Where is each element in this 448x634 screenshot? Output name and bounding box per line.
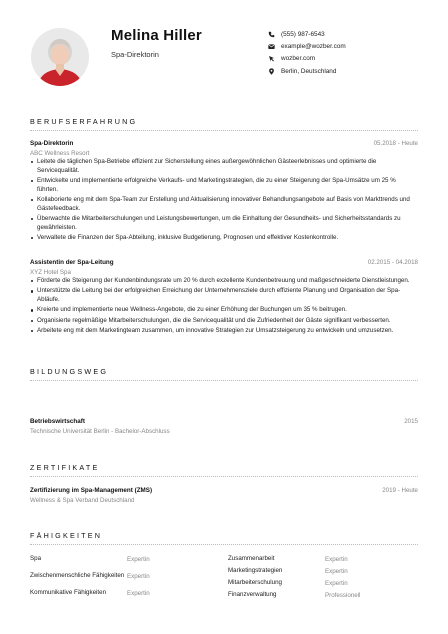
entry-date: 05.2018 - Heute	[373, 140, 418, 147]
list-item: Entwickelte und implementierte erfolgreiche Verkaufs- und Marketingstrategien, die zu einer Steigerung der Spa-Umsätze um 25 % führten.	[30, 177, 418, 194]
section-divider	[30, 544, 418, 545]
mail-icon	[268, 43, 275, 50]
education-entry	[30, 418, 418, 436]
bullet-list	[30, 277, 418, 336]
list-item: Förderte die Steigerung der Kundenbindungsrate um 20 % durch exzellente Kundenbetreuung und maßgeschneiderte Dienstleistungen.	[30, 277, 418, 286]
link-icon	[268, 55, 275, 62]
entry-detail: Wellness & Spa Verband Deutschland	[30, 497, 135, 504]
list-item: Arbeitete eng mit dem Marketingteam zusammen, um innovative Strategien zur Umsatzsteigerung zu entwickeln und umzusetzen.	[30, 327, 418, 336]
section-title-skills: FÄHIGKEITEN	[30, 531, 103, 540]
bullet-list	[30, 158, 418, 243]
skill-level: Expertin	[325, 579, 348, 587]
skill-row	[228, 553, 360, 565]
entry-company: XYZ Hotel Spa	[30, 269, 71, 276]
skill-row	[228, 565, 360, 577]
list-item: Organisierte regelmäßige Mitarbeiterschulungen, die die Servicequalität und die Zufriedenheit der Gäste signifikant verbesserten.	[30, 317, 418, 326]
list-item: Überwachte die Mitarbeiterschulungen und Leistungsbewertungen, um die Einhaltung der Gesundheits- und Sicherheitsstandards zu gewährleisten.	[30, 215, 418, 232]
skill-name: Finanzverwaltung	[228, 590, 277, 598]
section-divider	[30, 380, 418, 381]
phone-text: (555) 987-6543	[281, 30, 325, 38]
skill-name: Kommunikative Fähigkeiten	[30, 588, 107, 596]
entry-title: Zertifizierung im Spa-Management (ZMS)	[30, 487, 153, 494]
certificate-entry	[30, 487, 418, 505]
location-pin-icon	[268, 68, 275, 75]
list-item: Verwaltete die Finanzen der Spa-Abteilung, inklusive Budgetierung, Prognosen und effektiver Kostenkontrolle.	[30, 234, 418, 243]
skill-name: Mitarbeiterschulung	[228, 578, 282, 586]
list-item: Leitete die täglichen Spa-Betriebe effizient zur Sicherstellung eines außergewöhnlichen Gästeerlebnisses und optimierte die Servicequalität.	[30, 158, 418, 175]
skill-row	[228, 577, 360, 589]
contact-website	[268, 53, 346, 65]
entry-title: Spa-Direktorin	[30, 140, 74, 147]
contact-phone	[268, 28, 346, 40]
entry-title: Assistentin der Spa-Leitung	[30, 259, 114, 266]
skill-name: Marketingstrategien	[228, 566, 283, 574]
skill-level: Expertin	[127, 555, 150, 563]
skill-row	[30, 553, 150, 565]
skill-row	[30, 587, 150, 599]
skill-level: Expertin	[127, 572, 150, 580]
entry-title: Betriebswirtschaft	[30, 418, 85, 425]
candidate-name: Melina Hiller	[111, 27, 202, 44]
skill-name: Zusammenarbeit	[228, 554, 275, 562]
entry-date: 02.2015 - 04.2018	[367, 259, 418, 266]
list-item: Kreierte und implementierte neue Wellness-Angebote, die zu einer Erhöhung der Buchungen um 35 % beitrugen.	[30, 306, 418, 315]
skill-level: Expertin	[325, 567, 348, 575]
skills-column-right	[228, 553, 360, 601]
phone-icon	[268, 31, 275, 38]
contact-list	[268, 28, 346, 77]
skills-column-left	[30, 553, 150, 599]
contact-location	[268, 65, 346, 77]
profile-photo	[31, 28, 89, 86]
skill-level: Expertin	[127, 589, 150, 597]
skill-row	[228, 589, 360, 601]
list-item: Kollaborierte eng mit dem Spa-Team zur Erstellung und Aktualisierung innovativer Behandlungsangebote auf Basis von Markttrends und Gästefeedback.	[30, 196, 418, 213]
entry-date: 2015	[404, 418, 418, 425]
candidate-job-title: Spa-Direktorin	[111, 50, 159, 59]
section-divider	[30, 476, 418, 477]
entry-date: 2019 - Heute	[382, 487, 418, 494]
section-title-experience: BERUFSERFAHRUNG	[30, 117, 138, 126]
section-title-education: BILDUNGSWEG	[30, 367, 109, 376]
experience-entry	[30, 140, 418, 244]
list-item: Unterstützte die Leitung bei der erfolgreichen Erreichung der Unternehmensziele durch effiziente Planung und Organisation der Spa-Abläufe.	[30, 287, 418, 304]
skill-level: Professionell	[325, 591, 361, 599]
skill-name: Spa	[30, 554, 42, 562]
section-divider	[30, 130, 418, 131]
contact-email	[268, 40, 346, 52]
experience-entry	[30, 259, 418, 337]
section-title-certificates: ZERTIFIKATE	[30, 463, 100, 472]
entry-detail: Technische Universität Berlin - Bachelor-Abschluss	[30, 428, 170, 435]
skill-row	[30, 565, 150, 587]
location-text: Berlin, Deutschland	[281, 67, 337, 75]
website-text: wozber.com	[281, 55, 316, 63]
skill-name: Zwischenmenschliche Fähigkeiten	[30, 571, 125, 579]
entry-company: ABC Wellness Resort	[30, 150, 90, 157]
skill-level: Expertin	[325, 555, 348, 563]
email-text: example@wozber.com	[281, 42, 346, 50]
